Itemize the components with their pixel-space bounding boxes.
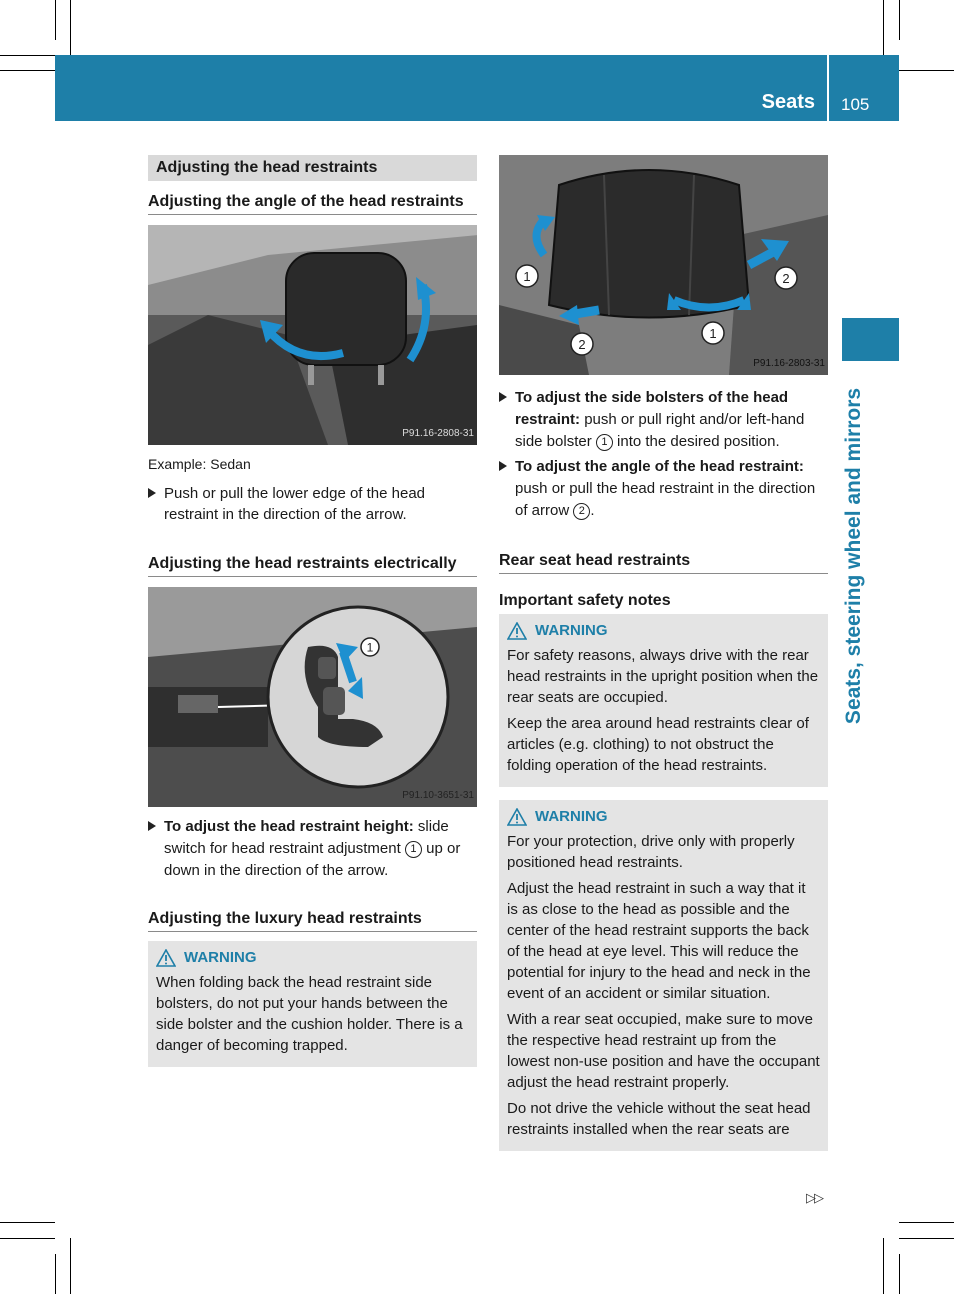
warning-box	[499, 614, 828, 787]
step-text: slide switch for head restraint adjustment	[164, 818, 449, 857]
continue-marker: ▷▷	[806, 1190, 822, 1205]
warning-label: WARNING	[535, 622, 608, 639]
instruction-step	[499, 387, 828, 453]
warning-box	[499, 800, 828, 1151]
crop-mark	[0, 1222, 55, 1223]
callout-1: 1	[709, 326, 717, 341]
crop-mark	[883, 0, 884, 55]
figure-code: P91.10-3651-31	[402, 790, 474, 801]
callout-ref: 1	[405, 841, 422, 858]
crop-mark	[899, 1222, 954, 1223]
crop-mark	[70, 1238, 71, 1294]
bullet-arrow-icon	[148, 488, 156, 498]
angle-heading: Adjusting the angle of the head restraints	[148, 191, 477, 215]
callout-2: 2	[578, 337, 586, 352]
step-label: To adjust the angle of the head restraint:	[515, 458, 804, 475]
callout-ref: 1	[596, 434, 613, 451]
step-label: To adjust the head restraint height:	[164, 818, 414, 835]
figure-caption: Example: Sedan	[148, 456, 251, 472]
step-text: into the desired position.	[612, 433, 780, 450]
crop-mark	[0, 70, 55, 71]
instruction-step	[148, 816, 477, 882]
warning-triangle-icon	[507, 808, 527, 826]
warning-text: When folding back the head restraint side bolsters, do not put your hands between the side bolster and the cushion holder. There is a danger of becoming trapped.	[156, 974, 463, 1054]
instruction-step	[148, 483, 477, 525]
crop-mark	[55, 1254, 56, 1294]
warning-header	[156, 947, 469, 968]
warning-header	[507, 806, 820, 827]
figure-code: P91.16-2808-31	[402, 428, 474, 439]
luxury-heading: Adjusting the luxury head restraints	[148, 908, 477, 932]
side-tab-marker	[842, 318, 899, 361]
warning-label: WARNING	[184, 949, 257, 966]
page-number: 105	[841, 95, 870, 114]
warning-box	[148, 941, 477, 1067]
warning-label: WARNING	[535, 808, 608, 825]
side-chapter-title: Seats, steering wheel and mirrors	[842, 387, 865, 725]
seat-switch-illustration	[148, 587, 477, 807]
page-header	[55, 55, 899, 121]
step-text: Push or pull the lower edge of the head restraint in the direction of the arrow.	[164, 485, 426, 523]
instruction-step	[499, 456, 828, 522]
electric-heading: Adjusting the head restraints electrically	[148, 553, 477, 577]
step-text: push or pull the head restraint in the direction of arrow	[515, 480, 816, 519]
figure-electric-switch	[148, 587, 477, 807]
crop-mark	[899, 1254, 900, 1294]
left-column	[148, 155, 477, 1067]
crop-mark	[0, 1238, 55, 1239]
callout-2: 2	[782, 271, 790, 286]
bullet-arrow-icon	[499, 392, 507, 402]
header-divider	[827, 55, 829, 121]
crop-mark	[55, 0, 56, 40]
figure-luxury-head-restraint	[499, 155, 828, 375]
figure-head-restraint-angle	[148, 225, 477, 445]
warning-text: With a rear seat occupied, make sure to move the respective head restraint up from the lowest non-use position and have the occupant adjust the head restraint properly.	[507, 1011, 820, 1091]
right-column	[499, 155, 828, 1151]
figure-code: P91.16-2803-31	[753, 358, 825, 369]
warning-text: For safety reasons, always drive with the rear head restraints in the upright position when the rear seats are occupied.	[507, 647, 819, 706]
warning-text: Do not drive the vehicle without the seat head restraints installed when the rear seats are	[507, 1100, 811, 1138]
bullet-arrow-icon	[499, 461, 507, 471]
header-title: Seats	[761, 91, 815, 113]
step-label: To adjust the side bolsters of the head restraint:	[515, 389, 789, 428]
section-title: Adjusting the head restraints	[148, 155, 477, 181]
callout-1: 1	[523, 269, 531, 284]
callout-1: 1	[366, 640, 374, 655]
safety-heading: Important safety notes	[499, 592, 671, 609]
bullet-arrow-icon	[148, 821, 156, 831]
warning-text: Keep the area around head restraints clear of articles (e.g. clothing) to not obstruct the folding operation of the head restraints.	[507, 715, 809, 774]
warning-text: For your protection, drive only with properly positioned head restraints.	[507, 833, 795, 871]
head-restraint-illustration	[148, 225, 477, 445]
warning-text: Adjust the head restraint in such a way that it is as close to the head as possible and the center of the head restraint supports the back of the head at eye level. This will reduce the potential for injury to the head and neck in the event of an accident or similar situation.	[507, 880, 811, 1002]
warning-triangle-icon	[156, 949, 176, 967]
warning-triangle-icon	[507, 622, 527, 640]
crop-mark	[883, 1238, 884, 1294]
step-text: .	[590, 502, 595, 519]
crop-mark	[899, 1238, 954, 1239]
crop-mark	[899, 0, 900, 40]
rear-heading: Rear seat head restraints	[499, 550, 828, 574]
step-text: push or pull right and/or left-hand side bolster	[515, 411, 805, 450]
luxury-head-restraint-illustration	[499, 155, 828, 375]
crop-mark	[899, 70, 954, 71]
warning-header	[507, 620, 820, 641]
step-text: up or down in the direction of the arrow.	[164, 840, 461, 879]
callout-ref: 2	[573, 503, 590, 520]
crop-mark	[70, 0, 71, 55]
crop-mark	[0, 55, 55, 56]
